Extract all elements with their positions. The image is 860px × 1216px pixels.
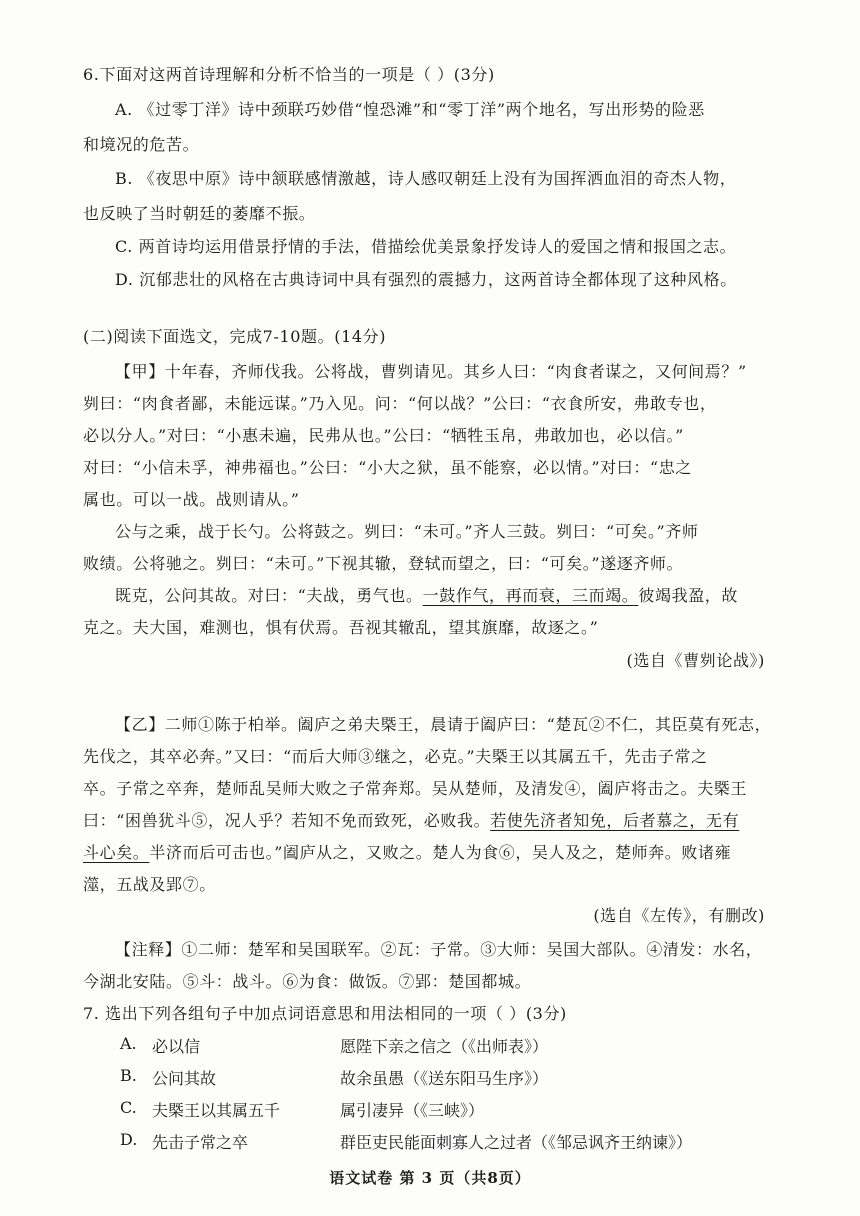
option-letter: B. — [120, 1066, 137, 1085]
passage-jia-line: 【甲】十年春，齐师伐我。公将战，曹刿请见。其乡人曰：“肉食者谋之，又何间焉？” — [115, 362, 747, 381]
option-left-sentence: 先击子常之卒 — [152, 1133, 249, 1152]
option-left-sentence: 夫槩王以其属五千 — [152, 1101, 281, 1120]
option-right-sentence: 群臣吏民能面刺寡人之过者（《邹忌讽齐王纳谏》） — [340, 1133, 693, 1152]
passage-yi-line: 【乙】二师①陈于柏举。阖庐之弟夫槩王，晨请于阖庐曰：“楚瓦②不仁，其臣莫有死志， — [115, 715, 772, 734]
option-letter: D. — [120, 1130, 138, 1149]
section2-heading: (二)阅读下面选文，完成7-10题。(14分) — [83, 327, 387, 346]
page-footer: 语文试卷 第 3 页（共8页） — [329, 1169, 531, 1187]
passage-jia-source: (选自《曹刿论战》) — [626, 651, 765, 670]
notes-line: 今湖北安陆。⑤斗：战斗。⑥为食：做饭。⑦郢：楚国都城。 — [83, 972, 532, 991]
notes-line: 【注释】①二师：楚军和吴国联军。②瓦：子常。③大师：吴国大部队。④清发：水名， — [115, 940, 763, 959]
underlined-sentence-yi: 若使先济者知免，后者慕之，无有 — [490, 811, 740, 830]
q6-option-b-line2: 也反映了当时朝廷的萎靡不振。 — [83, 204, 316, 223]
option-right-sentence: 故余虽愚（《送东阳马生序》） — [340, 1069, 549, 1088]
passage-yi-line — [83, 810, 739, 832]
passage-jia-line: 刿曰：“肉食者鄙，未能远谋。”乃入见。问：“何以战？”公曰：“衣食所安，弗敢专也， — [83, 394, 717, 413]
q7-stem: 7. 选出下列各组句子中加点词语意思和用法相同的一项（ ）(3分) — [83, 1004, 567, 1023]
passage-yi-line: 卒。子常之卒奔，楚师乱吴师大败之子常奔郑。吴从楚师，及清发④，阖庐将击之。夫槩王 — [83, 779, 748, 798]
q6-option-c: C. 两首诗均运用借景抒情的手法，借描绘优美景象抒发诗人的爱国之情和报国之志。 — [115, 237, 737, 256]
q6-option-a-line2: 和境况的危苦。 — [83, 135, 200, 154]
q6-option-a-line1: A. 《过零丁洋》诗中颈联巧妙借“惶恐滩”和“零丁洋”两个地名，写出形势的险恶 — [115, 100, 705, 119]
option-letter: C. — [120, 1098, 137, 1117]
option-right-sentence: 愿陛下亲之信之（《出师表》） — [340, 1037, 549, 1056]
q6-stem: 6.下面对这两首诗理解和分析不恰当的一项是（ ）(3分) — [83, 65, 495, 84]
passage-jia-text: 既克，公问其故。对曰：“夫战，勇气也。 — [115, 586, 423, 605]
passage-yi-line — [83, 842, 731, 864]
passage-jia-line: 克之。夫大国，难测也，惧有伏焉。吾视其辙乱，望其旗靡，故逐之。” — [83, 618, 599, 637]
passage-jia-text: 彼竭我盈，故 — [638, 586, 739, 605]
passage-yi-text: 半济而后可击也。”阖庐从之，又败之。楚人为食⑥，吴人及之，楚师奔。败诸雍 — [149, 843, 732, 862]
passage-yi-line: 先伐之，其卒必奔。”又曰：“而后大师③继之，必克。”夫槩王以其属五千，先击子常之 — [83, 747, 708, 766]
passage-jia-line: 公与之乘，战于长勺。公将鼓之。刿曰：“未可。”齐人三鼓。刿曰：“可矣。”齐师 — [115, 522, 699, 541]
option-left-sentence: 必以信 — [152, 1037, 201, 1056]
passage-yi-source: (选自《左传》，有删改) — [593, 906, 765, 925]
underlined-sentence-jia: 一鼓作气，再而衰，三而竭。 — [422, 586, 639, 605]
option-right-sentence: 属引凄异（《三峡》） — [340, 1101, 485, 1120]
q6-option-b-line1: B. 《夜思中原》诗中颔联感情激越，诗人感叹朝廷上没有为国挥洒血泪的奇杰人物， — [115, 169, 737, 188]
q6-option-d: D. 沉郁悲壮的风格在古典诗词中具有强烈的震撼力，这两首诗全都体现了这种风格。 — [115, 270, 737, 289]
passage-jia-line: 必以分人。”对曰：“小惠未遍，民弗从也。”公曰：“牺牲玉帛，弗敢加也，必以信。” — [83, 426, 684, 445]
passage-jia-line: 属也。可以一战。战则请从。” — [83, 490, 300, 509]
passage-jia-line: 败绩。公将驰之。刿曰：“未可。”下视其辙，登轼而望之，曰：“可矣。”遂逐齐师。 — [83, 554, 684, 573]
option-left-sentence: 公问其故 — [152, 1069, 217, 1088]
passage-jia-line: 对曰：“小信未孚，神弗福也。”公曰：“小大之狱，虽不能察，必以情。”对曰：“忠之 — [83, 458, 692, 477]
passage-jia-line — [115, 585, 738, 607]
passage-yi-line: 澨，五战及郢⑦。 — [83, 875, 216, 894]
passage-yi-text: 曰：“困兽犹斗⑤，况人乎？若知不免而致死，必败我。 — [83, 811, 491, 830]
underlined-sentence-yi: 斗心矣。 — [83, 843, 150, 862]
option-letter: A. — [120, 1034, 137, 1053]
